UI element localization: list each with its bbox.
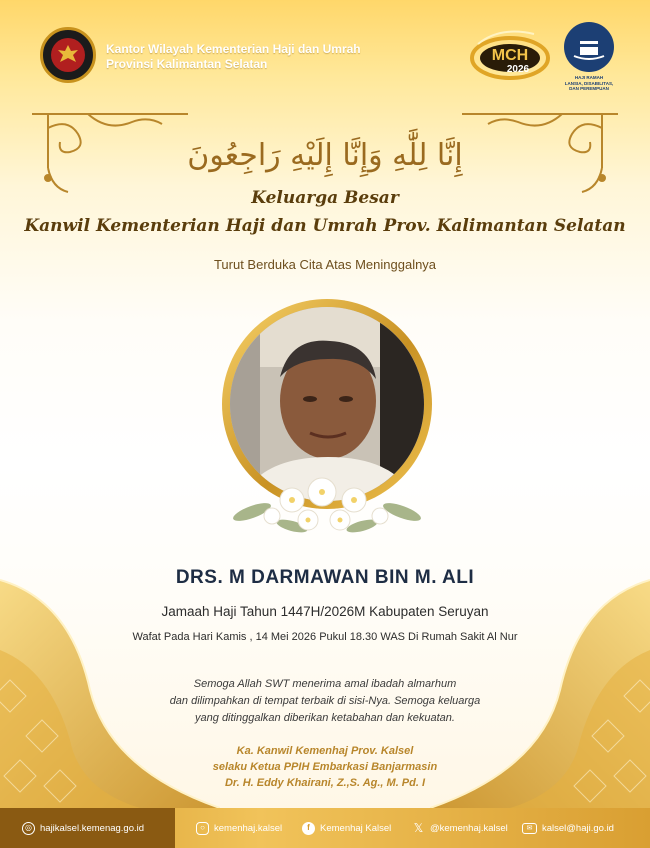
- website-text: hajikalsel.kemenag.go.id: [40, 822, 145, 834]
- institution-heading: Kanwil Kementerian Haji dan Umrah Prov. Kalimantan Selatan: [24, 216, 626, 236]
- facebook-link[interactable]: [302, 808, 391, 848]
- x-text: @kemenhaj.kalsel: [430, 822, 508, 834]
- family-heading: Keluarga Besar: [251, 188, 399, 208]
- footer-bar: [0, 808, 650, 848]
- x-link[interactable]: [412, 808, 508, 848]
- kaaba-icon: [564, 22, 614, 72]
- office-line-1: Kantor Wilayah Kementerian Haji dan Umrah: [106, 42, 361, 56]
- signature-block: [0, 743, 650, 791]
- prayer-text: [140, 676, 510, 727]
- haji-ramah-text: [558, 75, 620, 92]
- email-link[interactable]: [522, 808, 614, 848]
- instagram-icon: ○: [196, 822, 209, 835]
- deceased-name: DRS. M DARMAWAN BIN M. ALI: [175, 567, 475, 588]
- website-link[interactable]: [0, 808, 175, 848]
- prayer-line-2: dan dilimpahkan di tempat terbaik di sisi-Nya. Semoga keluarga: [169, 695, 481, 707]
- haji-ramah-logo: [558, 22, 620, 96]
- signature-line-2: selaku Ketua PPIH Embarkasi Banjarmasin: [212, 761, 438, 773]
- haji-ramah-line-3: DAN PEREMPUAN: [569, 86, 609, 91]
- email-icon: ✉: [522, 823, 537, 834]
- deceased-info: Jamaah Haji Tahun 1447H/2026M Kabupaten Seruyan: [161, 604, 489, 619]
- instagram-link[interactable]: [196, 808, 282, 848]
- x-icon: 𝕏: [413, 821, 424, 835]
- signature-line-1: Ka. Kanwil Kemenhaj Prov. Kalsel: [236, 745, 414, 757]
- office-line-2: Provinsi Kalimantan Selatan: [106, 57, 268, 71]
- signature-line-3: Dr. H. Eddy Khairani, Z.,S. Ag., M. Pd. I: [224, 777, 426, 789]
- death-details: Wafat Pada Hari Kamis , 14 Mei 2026 Pukul 18.30 WAS Di Rumah Sakit Al Nur: [132, 631, 518, 643]
- ministry-logo: [40, 27, 96, 83]
- globe-icon: ◎: [22, 822, 35, 835]
- mch-logo-text: MCH: [491, 47, 529, 64]
- facebook-text: Kemenhaj Kalsel: [320, 822, 392, 834]
- prayer-line-1: Semoga Allah SWT menerima amal ibadah almarhum: [193, 678, 457, 690]
- white-flowers-decoration: [222, 460, 432, 542]
- garuda-emblem-icon: [51, 38, 85, 72]
- header: [0, 0, 650, 100]
- office-name: [106, 42, 361, 72]
- instagram-text: kemenhaj.kalsel: [214, 822, 283, 834]
- arabic-istirja: إِنَّا لِلَّٰهِ وَإِنَّا إِلَيْهِ رَاجِعُونَ: [187, 138, 463, 173]
- mch-logo-year: 2026: [506, 64, 530, 75]
- prayer-line-3: yang ditinggalkan diberikan ketabahan dan kekuatan.: [195, 712, 455, 724]
- haji-ramah-line-2: LANSIA, DISABILITAS,: [564, 80, 614, 86]
- condolence-subtitle: Turut Berduka Cita Atas Meninggalnya: [213, 257, 437, 272]
- facebook-icon: f: [302, 822, 315, 835]
- email-text: kalsel@haji.go.id: [542, 822, 614, 834]
- haji-ramah-line-1: HAJI RAMAH: [574, 75, 604, 80]
- mch-2026-logo: [470, 24, 550, 86]
